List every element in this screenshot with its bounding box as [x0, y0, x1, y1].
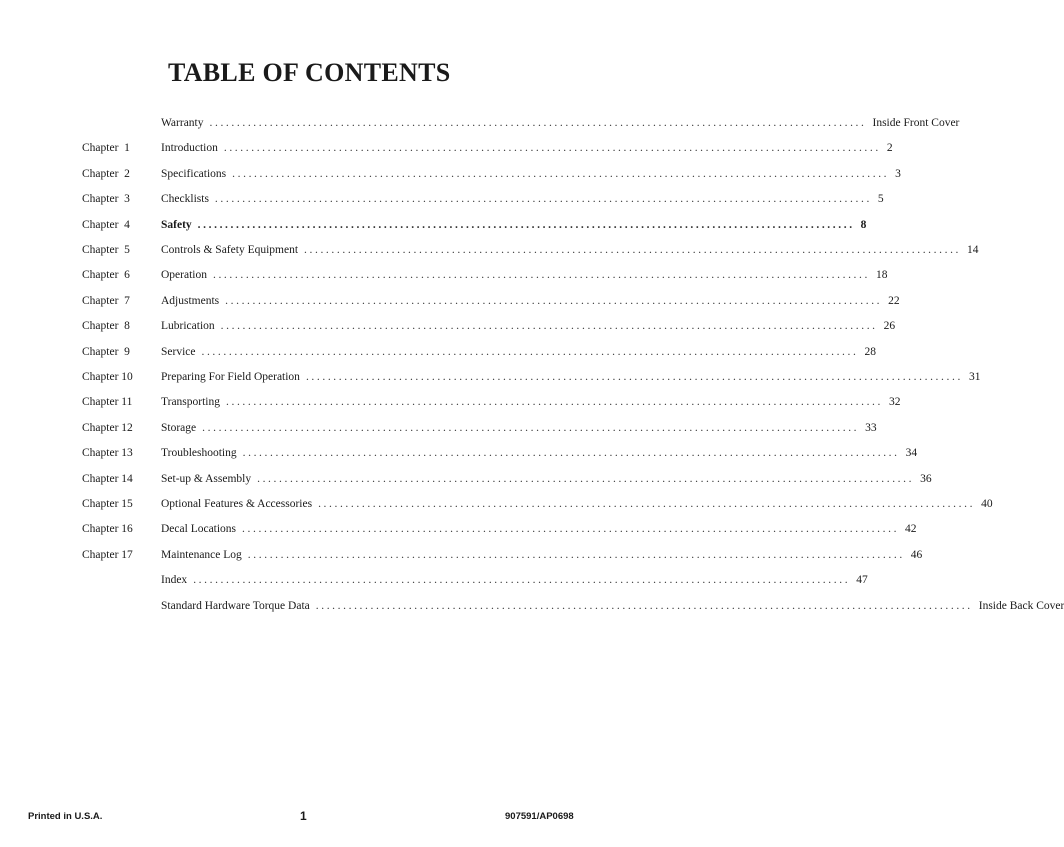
toc-entry-title: Adjustments — [161, 294, 220, 307]
toc-row — [0, 421, 877, 440]
toc-row — [0, 167, 901, 186]
toc-chapter-label: Chapter 3 — [82, 193, 130, 206]
toc-chapter-label: Chapter 2 — [82, 167, 130, 180]
toc-leader-dots: ........................................................................................................................ — [225, 294, 883, 307]
toc-row — [0, 599, 1064, 618]
toc-entry[interactable] — [161, 599, 1064, 612]
toc-page-number: 18 — [875, 269, 888, 282]
toc-entry-title: Decal Locations — [161, 523, 237, 536]
toc-page-number: 36 — [920, 472, 932, 485]
toc-chapter-label: Chapter 7 — [82, 294, 130, 307]
toc-entry-title: Index — [161, 574, 188, 587]
toc-page-number: 8 — [860, 218, 867, 231]
toc-leader-dots: ........................................................................................................................ — [214, 193, 872, 206]
toc-row — [0, 320, 896, 338]
toc-chapter-label: Chapter 11 — [82, 396, 133, 409]
toc-entry[interactable] — [161, 472, 932, 485]
toc-entry[interactable] — [161, 447, 918, 460]
toc-chapter-label: Chapter 17 — [82, 548, 133, 561]
toc-row — [0, 345, 876, 364]
toc-leader-dots: ........................................................................................................................ — [212, 269, 870, 282]
toc-chapter-label: Chapter 10 — [82, 371, 133, 383]
toc-page-number: 5 — [877, 193, 884, 206]
toc-entry-title: Checklists — [161, 193, 209, 206]
toc-leader-dots: ........................................................................................................................ — [257, 472, 915, 485]
toc-leader-dots: ........................................................................................................................ — [315, 599, 973, 612]
toc-page-number: 47 — [856, 574, 868, 587]
toc-entry-title: Controls & Safety Equipment — [161, 244, 299, 256]
toc-row — [0, 396, 901, 414]
toc-leader-dots: ........................................................................................................................ — [201, 345, 859, 358]
toc-entry-title: Operation — [161, 269, 207, 282]
toc-entry-title: Set-up & Assembly — [161, 472, 252, 485]
toc-entry[interactable] — [161, 117, 960, 129]
toc-entry[interactable] — [161, 294, 900, 307]
toc-row — [0, 117, 960, 135]
toc-entry-title: Storage — [161, 421, 197, 434]
page-title: TABLE OF CONTENTS — [168, 58, 451, 87]
toc-row — [0, 523, 917, 541]
footer-document-code: 907591/AP0698 — [505, 811, 574, 822]
toc-page-number: 3 — [895, 167, 901, 180]
toc-leader-dots: ........................................................................................................................ — [226, 396, 883, 409]
toc-entry[interactable] — [161, 244, 979, 256]
toc-entry[interactable] — [161, 396, 901, 409]
toc-chapter-label: Chapter 14 — [82, 472, 133, 485]
toc-leader-dots: ........................................................................................................................ — [304, 244, 962, 256]
toc-leader-dots: ........................................................................................................................ — [242, 523, 900, 536]
toc-entry-title: Safety — [161, 218, 192, 231]
toc-row — [0, 244, 979, 262]
toc-page-number: 26 — [883, 320, 896, 333]
toc-entry[interactable] — [161, 320, 896, 333]
toc-page-number: 31 — [968, 371, 981, 383]
toc-row — [0, 294, 900, 313]
toc-entry-title: Optional Features & Accessories — [161, 498, 313, 510]
toc-chapter-label: Chapter 4 — [82, 218, 130, 231]
toc-entry[interactable] — [161, 345, 876, 358]
toc-entry-title: Service — [161, 345, 196, 358]
toc-row — [0, 371, 981, 389]
toc-page-number: 34 — [905, 447, 918, 460]
toc-chapter-label: Chapter 12 — [82, 421, 133, 434]
toc-entry[interactable] — [161, 371, 981, 383]
toc-entry-title: Introduction — [161, 142, 218, 155]
toc-row — [0, 269, 888, 287]
toc-row — [0, 472, 932, 491]
toc-leader-dots: ........................................................................................................................ — [223, 142, 881, 155]
toc-page-number: 33 — [865, 421, 877, 434]
toc-entry-title: Lubrication — [161, 320, 215, 333]
toc-entry[interactable] — [161, 548, 923, 561]
toc-row — [0, 142, 893, 160]
toc-chapter-label: Chapter 1 — [82, 142, 130, 155]
toc-row — [0, 548, 923, 567]
toc-leader-dots: ........................................................................................................................ — [202, 421, 860, 434]
footer-page-number: 1 — [300, 809, 307, 823]
toc-row — [0, 193, 884, 211]
toc-chapter-label: Chapter 9 — [82, 345, 130, 358]
toc-leader-dots: ........................................................................................................................ — [197, 218, 855, 231]
toc-leader-dots: ........................................................................................................................ — [220, 320, 878, 333]
toc-entry[interactable] — [161, 498, 993, 510]
toc-page-number: 2 — [886, 142, 893, 155]
toc-entry[interactable] — [161, 193, 884, 206]
toc-chapter-label: Chapter 8 — [82, 320, 130, 333]
toc-page-number: 14 — [967, 244, 979, 256]
toc-leader-dots: ........................................................................................................................ — [305, 371, 963, 383]
toc-entry-title: Maintenance Log — [161, 548, 242, 561]
toc-chapter-label: Chapter 6 — [82, 269, 130, 282]
toc-leader-dots: ........................................................................................................................ — [242, 447, 900, 460]
toc-leader-dots: ........................................................................................................................ — [232, 167, 890, 180]
toc-leader-dots: ........................................................................................................................ — [209, 117, 867, 129]
toc-entry[interactable] — [161, 142, 893, 155]
toc-entry-title: Warranty — [161, 117, 204, 129]
toc-page-number: 22 — [888, 294, 900, 307]
toc-entry[interactable] — [161, 167, 901, 180]
toc-entry-title: Standard Hardware Torque Data — [161, 599, 310, 612]
toc-chapter-label: Chapter 13 — [82, 447, 133, 460]
toc-row — [0, 447, 918, 465]
toc-page-number: 40 — [981, 498, 993, 510]
toc-row — [0, 218, 867, 237]
toc-page-number: 46 — [910, 548, 923, 561]
toc-row — [0, 498, 993, 516]
toc-entry-title: Preparing For Field Operation — [161, 371, 300, 383]
toc-page-number: Inside Front Cover — [872, 117, 960, 129]
toc-page-number: 32 — [889, 396, 901, 409]
toc-leader-dots: ........................................................................................................................ — [247, 548, 905, 561]
footer-printed-in: Printed in U.S.A. — [28, 811, 103, 822]
toc-page-number: 42 — [905, 523, 917, 536]
toc-entry[interactable] — [161, 574, 868, 587]
toc-page-number: 28 — [864, 345, 876, 358]
toc-row — [0, 574, 868, 592]
toc-chapter-label: Chapter 16 — [82, 523, 133, 536]
toc-entry-title: Troubleshooting — [161, 447, 237, 460]
toc-entry[interactable] — [161, 269, 888, 282]
toc-entry[interactable] — [161, 218, 867, 231]
toc-chapter-label: Chapter 15 — [82, 498, 133, 510]
toc-entry-title: Transporting — [161, 396, 220, 409]
toc-entry-title: Specifications — [161, 167, 227, 180]
toc-leader-dots: ........................................................................................................................ — [193, 574, 851, 587]
toc-entry[interactable] — [161, 421, 877, 434]
toc-page-number: Inside Back Cover — [978, 599, 1064, 612]
toc-chapter-label: Chapter 5 — [82, 244, 130, 256]
toc-entry[interactable] — [161, 523, 917, 536]
toc-leader-dots: ........................................................................................................................ — [318, 498, 976, 510]
